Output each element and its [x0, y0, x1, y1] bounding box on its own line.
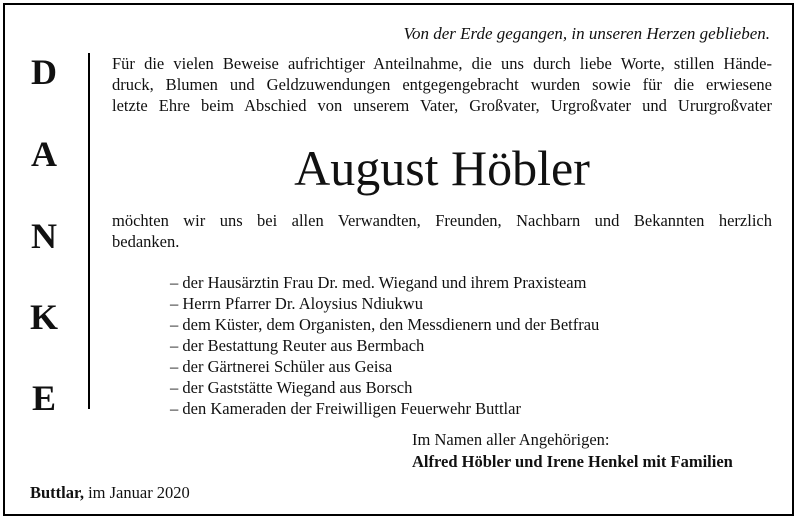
thanks-list-item: – der Bestattung Reuter aus Bermbach [170, 336, 425, 355]
thanks-list-item: – Herrn Pfarrer Dr. Aloysius Ndiukwu [170, 294, 423, 313]
intro-line: letzte Ehre beim Abschied von unserem Vater, Großvater, Urgroßvater und Ururgroßvater [112, 96, 772, 115]
danke-letter: N [31, 216, 57, 256]
thanks-line: bedanken. [112, 232, 180, 251]
intro-line: Für die vielen Beweise aufrichtiger Anteilnahme, die uns durch liebe Worte, stillen Hände- [112, 54, 772, 73]
place-name: Buttlar, [30, 483, 84, 502]
thanks-line: möchten wir uns bei allen Verwandten, Freunden, Nachbarn und Bekannten herzlich [112, 211, 772, 230]
danke-letter: D [31, 52, 57, 92]
vertical-divider [88, 53, 90, 409]
thanks-list-item: – der Hausärztin Frau Dr. med. Wiegand und ihrem Praxisteam [170, 273, 587, 292]
danke-letter: A [31, 134, 57, 174]
motto: Von der Erde gegangen, in unseren Herzen geblieben. [403, 24, 770, 43]
deceased-name: August Höbler [294, 140, 590, 196]
signature-names: Alfred Höbler und Irene Henkel mit Familien [412, 452, 733, 471]
intro-paragraph [112, 53, 772, 116]
signature-intro: Im Namen aller Angehörigen: [412, 430, 610, 449]
date-text: im Januar 2020 [88, 483, 190, 502]
thanks-list-item: – der Gärtnerei Schüler aus Geisa [170, 357, 393, 376]
thanks-list-item: – dem Küster, dem Organisten, den Messdienern und der Betfrau [170, 315, 600, 334]
thanks-list-item: – der Gaststätte Wiegand aus Borsch [170, 378, 413, 397]
thanks-list [170, 272, 599, 419]
signature-block [412, 429, 733, 473]
danke-letter: E [31, 378, 56, 418]
danke-letter: K [29, 297, 58, 337]
intro-line: druck, Blumen und Geldzuwendungen entgegengebracht wurden sowie für die erwiesene [112, 75, 772, 94]
place-date [30, 483, 190, 503]
thanks-list-item: – den Kameraden der Freiwilligen Feuerwehr Buttlar [170, 399, 521, 418]
thanks-paragraph [112, 210, 772, 252]
